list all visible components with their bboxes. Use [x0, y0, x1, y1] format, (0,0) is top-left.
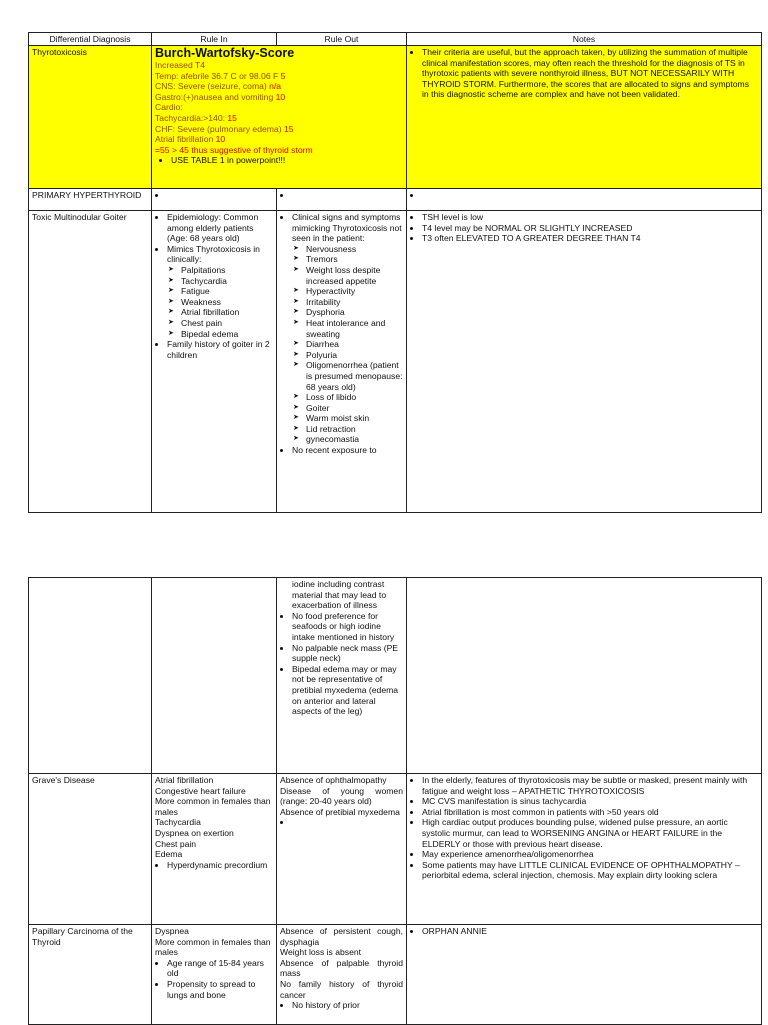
row-graves-disease: [29, 774, 762, 925]
rule-in-subitem: ➤ Chest pain: [181, 318, 273, 329]
rule-out-subitem: ➤ Goiter: [306, 403, 403, 414]
rule-out-cell: [277, 578, 407, 774]
rule-out-cell: [277, 211, 407, 513]
rule-in-item: • Age range of 15-84 years old: [167, 958, 273, 979]
diagnosis-table-page2: [28, 577, 762, 1025]
rule-out-continued: iodine including contrast material that may lead to exacerbation of illness: [292, 579, 387, 611]
rule-out-line: Absence of persistent cough, dysphagia: [280, 926, 403, 947]
rule-out-item: • No palpable neck mass (PE supple neck): [292, 643, 403, 664]
rule-in-cell: [152, 211, 277, 513]
score-points: 10: [215, 134, 226, 145]
note-item: • MC CVS manifestation is sinus tachycardia: [422, 796, 758, 807]
rule-out-subitem: ➤ Lid retraction: [306, 424, 403, 435]
rule-in-subitem: ➤ Weakness: [181, 297, 273, 308]
row-primary-hyperthyroid: [29, 189, 762, 211]
rule-out-lines: [280, 926, 403, 1000]
score-line: CHF: Severe (pulmonary edema) 15: [155, 123, 294, 134]
note-item: • May experience amenorrhea/oligomenorrhea: [422, 849, 758, 860]
notes-cell: [407, 925, 762, 1025]
rule-in-line: More common in females than males: [155, 936, 271, 958]
header-row: [29, 33, 762, 46]
rule-out-subitem: ➤ Heat intolerance and sweating: [306, 318, 403, 339]
rule-in-subitem: ➤ Bipedal edema: [181, 329, 273, 340]
score-points: 15: [283, 123, 294, 134]
rule-out-line: Absence of ophthalmopathy: [280, 775, 387, 785]
rule-out-subitem: ➤ Loss of libido: [306, 392, 403, 403]
burch-wartofsky-cell: [152, 46, 407, 189]
rule-in-cell: [152, 774, 277, 925]
score-line: Tachycardia:>140: 15: [155, 112, 237, 123]
notes-cell: [407, 774, 762, 925]
rule-out-subitem: ➤ Weight loss despite increased appetite: [306, 265, 403, 286]
rule-out-subitem: ➤ Polyuria: [306, 350, 403, 361]
row-thyrotoxicosis: [29, 46, 762, 189]
rule-in-line: Tachycardia: [155, 817, 201, 828]
diagnosis-name: Toxic Multinodular Goiter: [29, 211, 152, 513]
row-toxic-multinodular-goiter: [29, 211, 762, 513]
score-total: =55 > 45 thus suggestive of thyroid storm: [155, 144, 313, 155]
empty-bullet: [292, 190, 403, 201]
rule-out-cell: [277, 925, 407, 1025]
notes-list: [410, 775, 758, 881]
rule-out-line: Absence of pretibial myxedema: [280, 806, 400, 817]
rule-in-item: • Propensity to spread to lungs and bone: [167, 979, 273, 1000]
note-item: • Their criteria are useful, but the approach taken, by utilizing the summation of multiple clinical manifestation scores, may often reach the threshold for the diagnosis of TS in thyrotoxic patients with severe nonthyroid illness, BUT NOT NECESSARILY WITH THYROID STORM. Furthermore, the scores that are allocated to signs and symptoms in this diagnostic scheme are complex and have not been validated.: [422, 47, 758, 100]
rule-in-item: • Epidemiology: Common among elderly patients (Age: 68 years old): [167, 212, 273, 244]
score-line: Increased T4: [155, 60, 206, 70]
note-item: • Some patients may have LITTLE CLINICAL EVIDENCE OF OPHTHALMOPATHY – periorbital edema, scleral injection, chemosis. May explain dirty looking sclera: [422, 860, 758, 881]
note-item: • ORPHAN ANNIE: [422, 926, 758, 937]
empty-bullet: [292, 817, 403, 828]
note-item: • Atrial fibrillation is most common in patients with >50 years old: [422, 807, 758, 818]
rule-in-subitem: ➤ Palpitations: [181, 265, 273, 276]
diagnosis-name: Papillary Carcinoma of the Thyroid: [29, 925, 152, 1025]
rule-in-list: [155, 958, 273, 1000]
diagnosis-name: PRIMARY HYPERTHYROID: [29, 189, 152, 211]
rule-out-subitem: ➤ Tremors: [306, 254, 403, 265]
score-line: Atrial fibrillation 10: [155, 134, 226, 145]
note-item: • T3 often ELEVATED TO A GREATER DEGREE THAN T4: [422, 233, 758, 244]
score-points: 10: [275, 91, 286, 102]
rule-in-subitem: ➤ Fatigue: [181, 286, 273, 297]
rule-out-subitem: ➤ gynecomastia: [306, 434, 403, 445]
rule-in-line: More common in females than males: [155, 796, 271, 817]
row-continuation: [29, 578, 762, 774]
rule-in-lines: [155, 926, 273, 958]
rule-in-subitem: ➤ Tachycardia: [181, 276, 273, 287]
rule-out-line: Weight loss is absent: [280, 947, 362, 958]
rule-out-subitem: ➤ Warm moist skin: [306, 413, 403, 424]
rule-out-lines: [280, 775, 403, 817]
rule-in-line: Chest pain: [155, 838, 197, 849]
empty-bullet: [422, 190, 758, 201]
note-item: • High cardiac output produces bounding pulse, widened pulse pressure, an aortic systolic murmur, can lead to WORSENING ANGINA or HEART FAILURE in the ELDERLY or those with previous heart disease.: [422, 817, 758, 849]
rule-in-lines: [155, 775, 273, 860]
note-item: • In the elderly, features of thyrotoxicosis may be subtle or masked, present mainly with fatigue and weight loss – APATHETIC THYROTOXICOSIS: [422, 775, 758, 796]
notes-cell: [407, 211, 762, 513]
score-line: Cardio:: [155, 102, 183, 113]
notes-list: [410, 926, 758, 937]
row-papillary-carcinoma: [29, 925, 762, 1025]
rule-out-line: No family history of thyroid cancer: [280, 978, 403, 1000]
diagnosis-table-page1: [28, 32, 762, 513]
rule-out-list: [280, 611, 403, 717]
rule-out-sublist: [292, 244, 403, 445]
rule-in-item: • Family history of goiter in 2 children: [167, 339, 273, 360]
rule-out-subitem: ➤ Irritability: [306, 297, 403, 308]
score-lines: [155, 60, 403, 145]
header-rule-in: Rule In: [152, 33, 277, 46]
rule-out-line: Disease of young women (range: 20-40 years old): [280, 785, 403, 807]
note-item: • T4 level may be NORMAL OR SLIGHTLY INCREASED: [422, 223, 758, 234]
rule-out-item: • No recent exposure to: [292, 445, 403, 456]
rule-in-line: Edema: [155, 849, 183, 860]
rule-in-line: Dyspnea: [155, 926, 189, 936]
rule-in-item: • Mimics Thyrotoxicosis in clinically: ➤ Palpitations ➤ Tachycardia ➤ Fatigue ➤ Weakness ➤ Atrial fibrillation ➤ Chest pain ➤ Bipedal edema: [167, 244, 273, 339]
notes-cell: [407, 46, 762, 189]
rule-out-item: • No food preference for seafoods or high iodine intake mentioned in history: [292, 611, 403, 643]
rule-out-subitem: ➤ Hyperactivity: [306, 286, 403, 297]
rule-out-item: • No history of prior: [292, 1000, 403, 1011]
rule-in-item: • Hyperdynamic precordium: [167, 860, 273, 871]
score-title: Burch-Wartofsky-Score: [155, 46, 295, 60]
rule-out-line: Absence of palpable thyroid mass: [280, 957, 403, 979]
empty-bullet: [167, 190, 273, 201]
rule-in-subitem: ➤ Atrial fibrillation: [181, 307, 273, 318]
rule-in-line: Atrial fibrillation: [155, 775, 214, 785]
score-line: Gastro:(+)nausea and vomiting 10: [155, 91, 286, 102]
rule-out-item: • Clinical signs and symptoms mimicking Thyrotoxicosis not seen in the patient: ➤ Nervousness ➤ Tremors ➤ Weight loss despite increased appetite ➤ Hyperactivity ➤ Irritability ➤ Dysphoria ➤ Heat intolerance and sweating ➤ Diarrhea ➤ Polyuria ➤ Oligomenorrhea (patient is presumed menopause: 68 years old) ➤ Loss of libido ➤ Goiter ➤ Warm moist skin ➤ Lid retraction ➤ gynecomastia: [292, 212, 403, 445]
rule-out-cell: [277, 774, 407, 925]
score-points: 15: [227, 112, 237, 123]
score-line: Temp: afebrile 36.7 C or 98.06 F 5: [155, 70, 286, 81]
rule-out-subitem: ➤ Nervousness: [306, 244, 403, 255]
rule-in-cell: [152, 925, 277, 1025]
header-rule-out: Rule Out: [277, 33, 407, 46]
diagnosis-name: Grave's Disease: [29, 774, 152, 925]
rule-in-line: Congestive heart failure: [155, 785, 246, 796]
diagnosis-name: Thyrotoxicosis: [29, 46, 152, 189]
rule-out-item: • Bipedal edema may or may not be representative of pretibial myxedema (edema on anterior and lateral aspects of the leg): [292, 664, 403, 717]
rule-out-subitem: ➤ Oligomenorrhea (patient is presumed menopause: 68 years old): [306, 360, 403, 392]
rule-out-subitem: ➤ Dysphoria: [306, 307, 403, 318]
rule-out-subitem: ➤ Diarrhea: [306, 339, 403, 350]
use-table-note: • USE TABLE 1 in powerpoint!!!: [171, 155, 403, 166]
score-points: 5: [280, 70, 286, 81]
rule-in-line: Dyspnea on exertion: [155, 827, 234, 838]
score-line: CNS: Severe (seizure, coma) n/a: [155, 81, 282, 92]
rule-in-sublist: [167, 265, 273, 339]
header-notes: Notes: [407, 33, 762, 46]
notes-list: [410, 212, 758, 244]
score-points: n/a: [269, 81, 282, 92]
header-differential: Differential Diagnosis: [29, 33, 152, 46]
note-item: • TSH level is low: [422, 212, 758, 223]
